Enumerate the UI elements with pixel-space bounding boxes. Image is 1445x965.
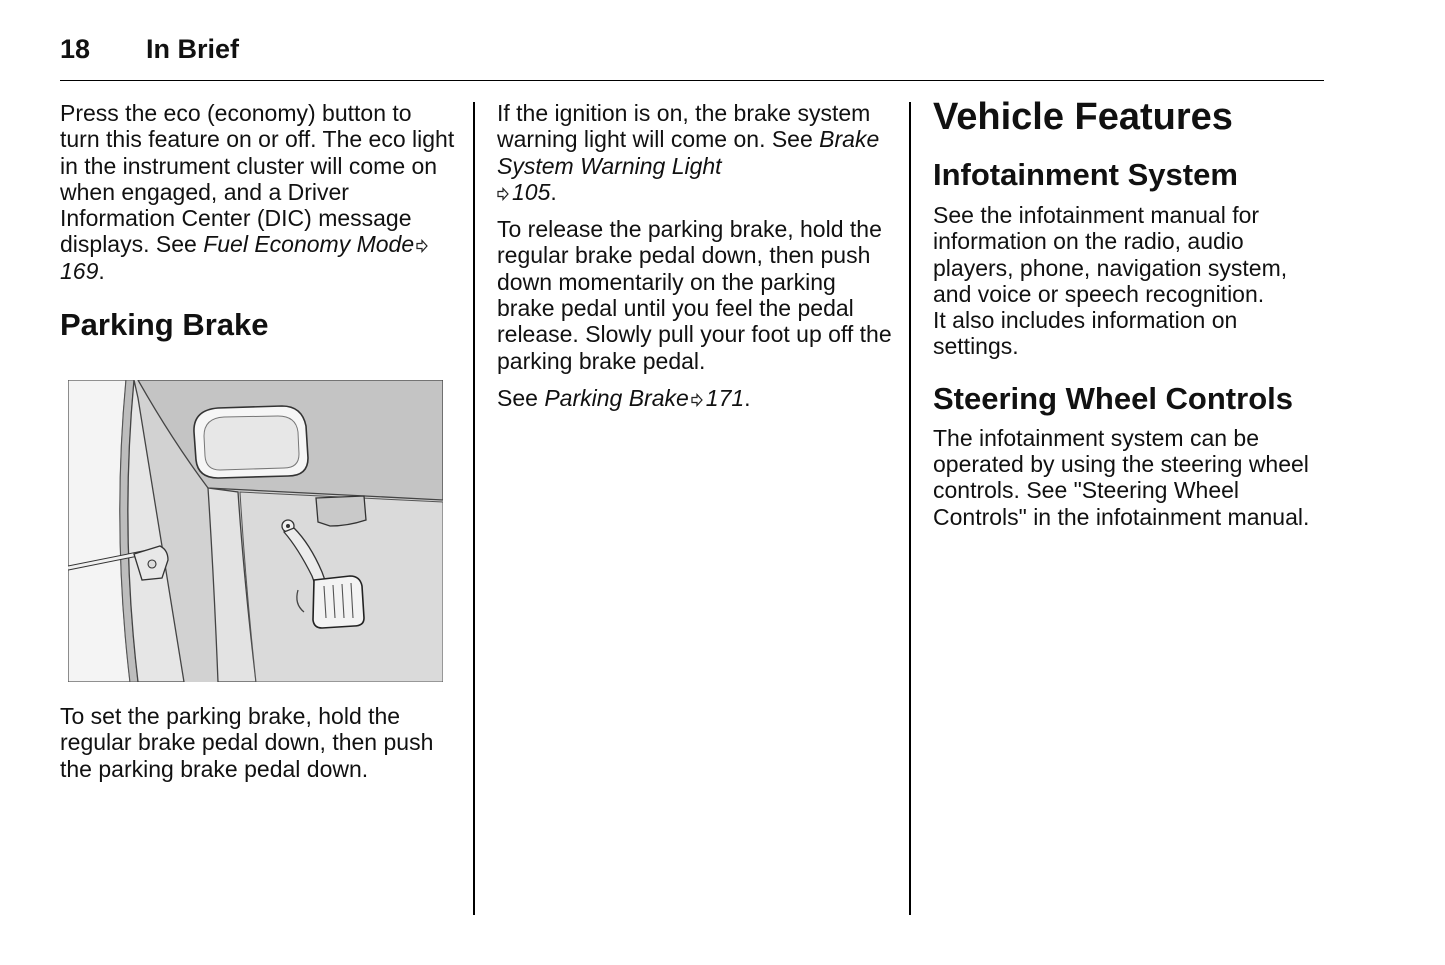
- steering-paragraph: The infotainment system can be operated by using the steering wheel controls. See "Steering Wheel Controls" in the infotainment manual.: [933, 424, 1310, 530]
- eco-ref-page[interactable]: 169: [60, 257, 99, 284]
- eco-ref-title[interactable]: Fuel Economy Mode: [203, 231, 415, 258]
- see-end: .: [744, 384, 751, 411]
- set-parking-brake-paragraph: To set the parking brake, hold the regular brake pedal down, then push the parking brake pedal down.: [60, 703, 434, 782]
- page-header: [60, 34, 1324, 81]
- ignition-paragraph: [497, 100, 892, 205]
- vehicle-features-heading: Vehicle Features: [933, 96, 1233, 138]
- infotainment-heading: Infotainment System: [933, 157, 1238, 192]
- see-ref-title[interactable]: Parking Brake: [544, 384, 689, 411]
- see-parking-brake-paragraph: [497, 385, 892, 411]
- column-1: [60, 100, 455, 342]
- column-1-lower: [60, 703, 455, 782]
- eco-text: Press the eco (economy) button to turn this feature on or off. The eco light in the instrument cluster will come on when engaged, and a Driver Information Center (DIC) message displays. See: [60, 100, 455, 258]
- see-ref-page[interactable]: 171: [705, 384, 745, 411]
- page-reference-arrow-icon: [691, 393, 703, 407]
- section-title: In Brief: [146, 34, 240, 64]
- parking-brake-pedal-illustration: [68, 380, 443, 682]
- page-reference-arrow-icon: [497, 187, 509, 201]
- steering-wheel-controls-heading: Steering Wheel Controls: [933, 380, 1293, 416]
- infotainment-paragraph-1: See the infotainment manual for information on the radio, audio players, phone, navigation system, and voice or speech recognition.: [933, 202, 1288, 307]
- ignition-ref-title[interactable]: Brake System Warning Light: [497, 126, 880, 179]
- ignition-text: If the ignition is on, the brake system warning light will come on. See: [497, 100, 871, 153]
- column-divider: [473, 102, 475, 915]
- eco-paragraph: [60, 100, 455, 284]
- ignition-end: .: [550, 178, 557, 205]
- parking-brake-heading: Parking Brake: [60, 307, 269, 343]
- infotainment-paragraph-2: It also includes information on settings.: [933, 307, 1238, 360]
- column-divider: [909, 102, 911, 915]
- see-text: See: [497, 384, 545, 411]
- page-reference-arrow-icon: [416, 239, 428, 253]
- column-3: [933, 96, 1328, 530]
- column-2: [497, 100, 892, 411]
- eco-end: .: [98, 257, 105, 284]
- release-paragraph: To release the parking brake, hold the regular brake pedal down, then push down momentarily on the parking brake pedal until you feel the pedal release. Slowly pull your foot up off the parking brake pedal.: [497, 216, 892, 374]
- ignition-ref-page[interactable]: 105: [512, 178, 551, 205]
- page-number: 18: [60, 34, 91, 64]
